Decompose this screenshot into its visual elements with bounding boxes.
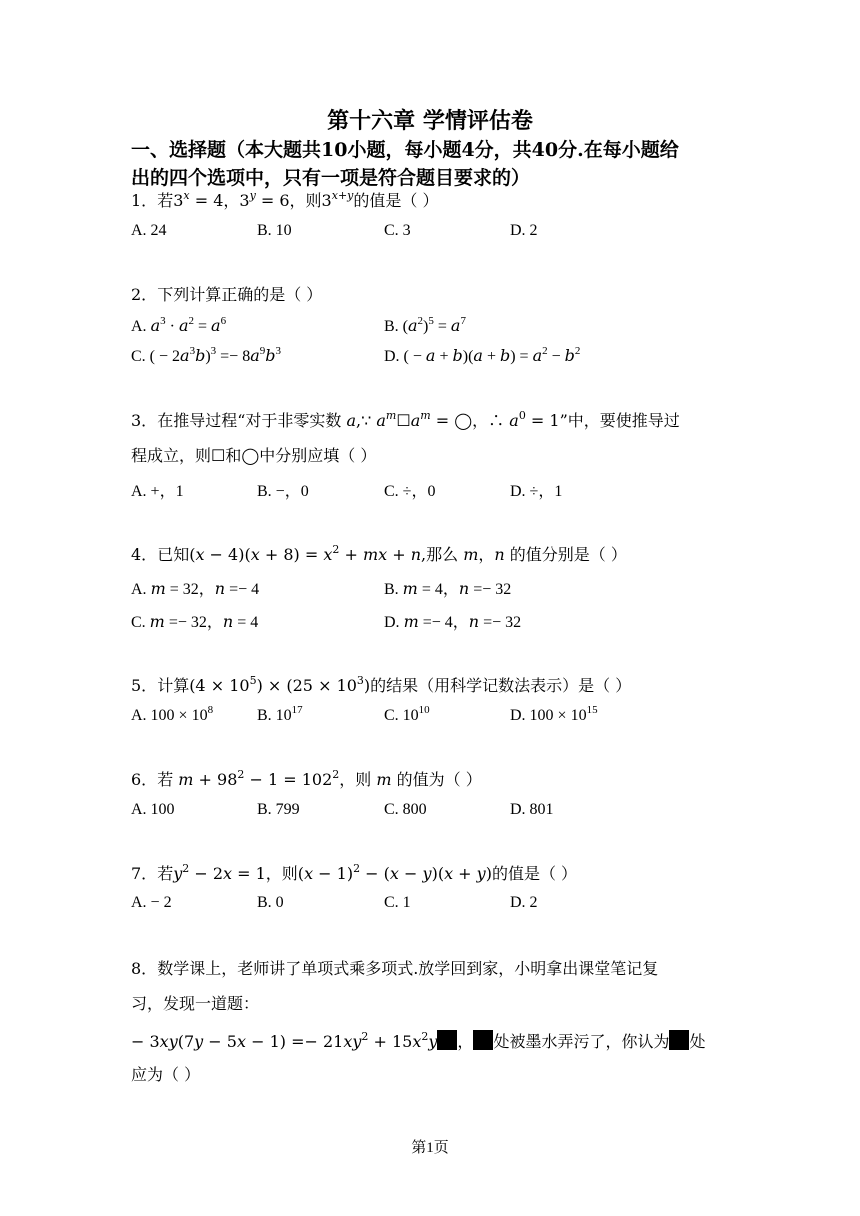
question-3-option-b: B. −，0	[257, 483, 309, 500]
question-3-option-c: C. ÷，0	[384, 483, 436, 500]
section-heading-line2: 出的四个选项中，只有一项是符合题目要求的）	[131, 167, 531, 189]
question-4-option-c: C. m =− 32，n = 4	[131, 612, 259, 631]
ink-blot-2	[473, 1030, 493, 1050]
page-title: 第十六章 学情评估卷	[327, 108, 533, 134]
question-1-option-c: C. 3	[384, 222, 411, 239]
question-4-option-a: A. m = 32，n =− 4	[131, 579, 260, 598]
question-5-option-a: A. $100 \times 10^8$	[131, 704, 214, 724]
question-6-option-a: A. 100	[131, 801, 175, 818]
question-5-stem: 5．计算$(4 \times 10^5) \times (25 \times 10^3)$的结果（用科学记数法表示）是（ ）	[131, 674, 632, 695]
question-7-option-b: B. 0	[257, 894, 284, 911]
question-4-stem: 4．已知$(x - 4)(x + 8) = x^2$ + mx + n,那么 m，n 的值分别是（ ）	[131, 543, 627, 564]
question-1-option-a: A. 24	[131, 222, 167, 239]
question-5-option-b: B. $10^{17}$	[257, 704, 303, 724]
question-2-option-d: D. ( − $a + b)(a + b) = a^2 - b^2$	[384, 345, 581, 365]
question-8-stem-line3: − $3xy(7y - 5x - 1) =- 21xy^2 + 15x^2y$ ， 处被墨水弄污了，你认为 处	[131, 1030, 706, 1051]
section-heading	[131, 136, 731, 192]
question-2-option-c: C. ( − $2a^3b)^3 =- 8a^9b^3$	[131, 345, 281, 365]
question-5-option-d: D. $100 \times 10^{15}$	[510, 704, 598, 724]
question-6-stem: 6．若 $m + 98^2 - 1 = 102^2$，则 m 的值为（ ）	[131, 768, 482, 789]
question-7-option-d: D. 2	[510, 894, 538, 911]
question-4-option-d: D. m =− 4，n =− 32	[384, 612, 522, 631]
question-7-stem: 7．若$y^2 - 2x = 1$，则$(x - 1)^2 - (x - y)(x + y)$的值是（ ）	[131, 862, 578, 883]
question-2-option-a: A. $a^3 \cdot a^2 = a^6$	[131, 315, 227, 335]
question-1-stem: 1．若$3^x = 4$，$3^y = 6$，则$3^{x+y}$的值是（ ）	[131, 189, 439, 210]
question-1-option-b: B. 10	[257, 222, 292, 239]
ink-blot-3	[669, 1030, 689, 1050]
question-6-option-c: C. 800	[384, 801, 427, 818]
question-8-stem-line2: 习，发现一道题：	[131, 994, 260, 1013]
question-3-option-d: D. ÷，1	[510, 483, 563, 500]
question-7-option-c: C. 1	[384, 894, 411, 911]
question-3-stem-line1: 3．在推导过程“对于非零实数 a,∵ $a^m☐a^m$ = ◯，∴ $a^0 = 1$”中，要使推导过	[131, 409, 680, 430]
question-4-option-b: B. m = 4，n =− 32	[384, 579, 512, 598]
question-3-option-a: A. +，1	[131, 483, 184, 500]
question-6-option-b: B. 799	[257, 801, 300, 818]
ink-blot-1	[437, 1030, 457, 1050]
question-7-option-a: A. − 2	[131, 894, 172, 911]
question-8-stem-line1: 8．数学课上，老师讲了单项式乘多项式.放学回到家，小明拿出课堂笔记复	[131, 959, 659, 978]
question-8-stem-line4: 应为（ ）	[131, 1065, 201, 1084]
question-2-option-b: B. $(a^2)^5 = a^7$	[384, 315, 466, 335]
section-heading-line1: 一、选择题（本大题共10小题，每小题4分，共40分.在每小题给	[131, 139, 679, 161]
question-2-stem: 2．下列计算正确的是（ ）	[131, 285, 323, 304]
question-6-option-d: D. 801	[510, 801, 554, 818]
question-5-option-c: C. $10^{10}$	[384, 704, 430, 724]
question-3-stem-line2: 程成立，则☐和◯中分别应填（ ）	[131, 446, 377, 465]
page-footer: 第1页	[411, 1140, 449, 1156]
question-1-option-d: D. 2	[510, 222, 538, 239]
